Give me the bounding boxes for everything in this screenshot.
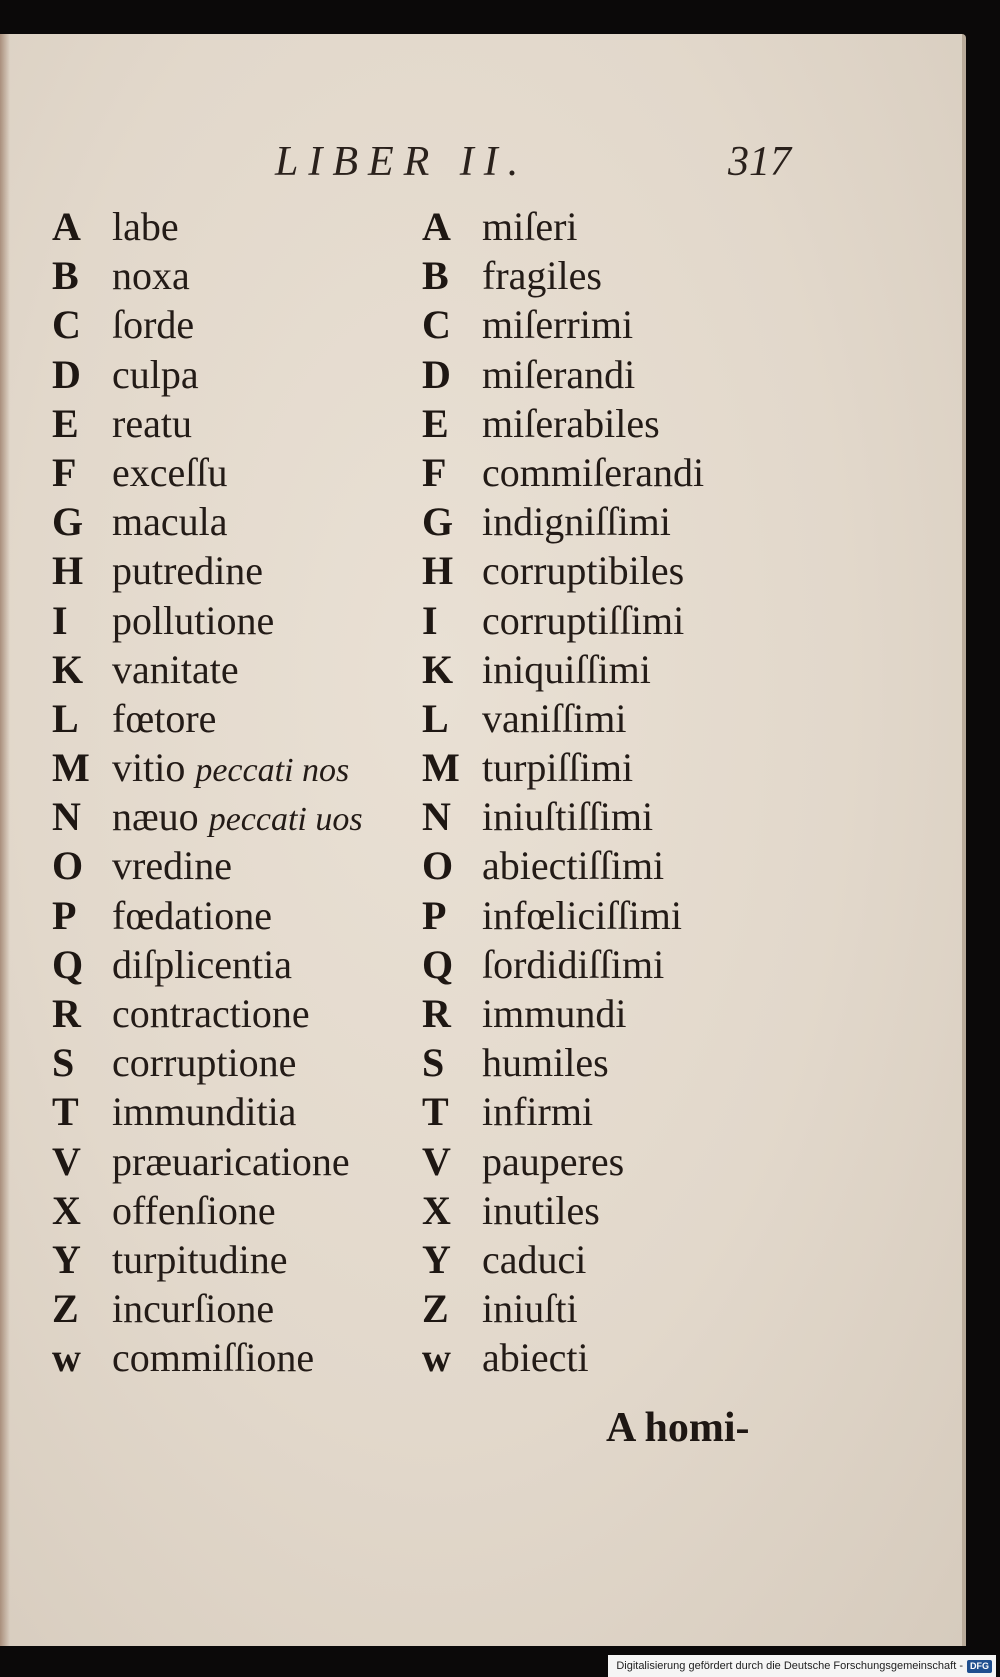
right-entry-letter: H [422, 548, 454, 594]
left-entry-letter: w [52, 1335, 81, 1381]
left-entry-row [52, 940, 412, 989]
right-entry-word: miſerandi [482, 351, 636, 397]
right-entry-word: fragiles [482, 253, 602, 299]
right-entry-letter: S [422, 1040, 445, 1086]
dfg-logo: DFG [967, 1660, 992, 1673]
left-entry-word: næuo [112, 794, 199, 840]
left-entry-row [52, 694, 412, 743]
left-entry-word: commiſſione [112, 1335, 315, 1381]
left-entry-letter: Q [52, 941, 84, 987]
left-entry-word: ſorde [112, 302, 195, 348]
left-entry-row [52, 300, 412, 349]
left-entry-row [52, 743, 412, 792]
right-entry-letter: P [422, 892, 447, 938]
left-entry-letter: D [52, 351, 81, 397]
left-entry-row [52, 645, 412, 694]
right-entry-letter: w [422, 1335, 451, 1381]
right-entry-row [422, 1137, 822, 1186]
right-entry-row [422, 694, 822, 743]
left-entry-row [52, 596, 412, 645]
right-entry-row [422, 1235, 822, 1284]
right-entry-letter: B [422, 253, 449, 299]
right-entry-letter: K [422, 646, 454, 692]
right-entry-word: caduci [482, 1236, 587, 1282]
right-entry-word: turpiſſimi [482, 745, 634, 791]
left-entry-row [52, 546, 412, 595]
right-entry-letter: A [422, 204, 451, 249]
left-entry-row [52, 251, 412, 300]
right-entry-row [422, 645, 822, 694]
left-entry-row [52, 841, 412, 890]
left-entry-italic-phrase: peccati nos [195, 752, 350, 790]
left-entry-letter: H [52, 548, 84, 594]
right-entry-row [422, 1186, 822, 1235]
left-entry-letter: K [52, 646, 84, 692]
right-entry-word: infœliciſſimi [482, 892, 682, 938]
right-entry-row [422, 940, 822, 989]
right-entry-word: vaniſſimi [482, 695, 627, 741]
digitization-footer [608, 1655, 996, 1677]
left-entry-letter: P [52, 892, 77, 938]
right-entry-word: abiectiſſimi [482, 843, 665, 889]
right-entry-word: ſordidiſſimi [482, 941, 665, 987]
left-entry-letter: R [52, 991, 81, 1036]
right-entry-row [422, 546, 822, 595]
right-entry-letter: Y [422, 1236, 451, 1282]
page-header [0, 138, 962, 198]
right-entry-row [422, 743, 822, 792]
left-entry-word: corruptione [112, 1040, 297, 1086]
right-entry-row [422, 300, 822, 349]
left-entry-word: exceſſu [112, 449, 228, 495]
left-entry-letter: N [52, 794, 81, 840]
right-entry-letter: X [422, 1187, 451, 1233]
left-entry-word: culpa [112, 351, 199, 397]
right-entry-word: indigniſſimi [482, 499, 671, 545]
right-entry-word: immundi [482, 991, 627, 1036]
left-entry-word: præuaricatione [112, 1138, 350, 1184]
left-entry-row [52, 1186, 412, 1235]
left-entry-letter: V [52, 1138, 81, 1184]
left-entry-word: incurſione [112, 1286, 275, 1332]
right-entry-letter: V [422, 1138, 451, 1184]
left-entry-row [52, 792, 412, 841]
right-entry-row [422, 350, 822, 399]
footer-text: Digitalisierung gefördert durch die Deutsche Forschungsgemeinschaft - [616, 1660, 963, 1672]
right-entry-row [422, 1087, 822, 1136]
right-entry-word: miſerabiles [482, 400, 660, 446]
left-entry-row [52, 350, 412, 399]
left-entry-letter: T [52, 1089, 79, 1135]
left-entry-word: macula [112, 499, 228, 545]
left-entry-letter: O [52, 843, 84, 889]
right-entry-word: infirmi [482, 1089, 594, 1135]
right-entry-letter: I [422, 597, 438, 643]
left-entry-word: pollutione [112, 597, 275, 643]
left-entry-letter: G [52, 499, 84, 545]
left-entry-letter: B [52, 253, 79, 299]
right-entry-row [422, 399, 822, 448]
right-entry-letter: F [422, 449, 447, 495]
right-entry-row [422, 448, 822, 497]
right-entry-letter: O [422, 843, 454, 889]
left-entry-letter: Z [52, 1286, 79, 1332]
left-entry-row [52, 989, 412, 1038]
right-entry-word: humiles [482, 1040, 609, 1086]
left-entry-letter: I [52, 597, 68, 643]
left-entry-word: immunditia [112, 1089, 297, 1135]
catchword: A homi- [606, 1405, 750, 1451]
left-entry-letter: X [52, 1187, 81, 1233]
right-entry-word: abiecti [482, 1335, 589, 1381]
left-entry-word: turpitudine [112, 1236, 288, 1282]
right-entry-row [422, 596, 822, 645]
right-entry-row [422, 251, 822, 300]
right-entry-row [422, 1284, 822, 1333]
right-column [422, 202, 822, 1383]
left-entry-letter: C [52, 302, 81, 348]
left-entry-word: fœtore [112, 695, 217, 741]
right-entry-letter: R [422, 991, 451, 1036]
right-entry-letter: Q [422, 941, 454, 987]
right-entry-letter: Z [422, 1286, 449, 1332]
left-entry-row [52, 1137, 412, 1186]
left-entry-letter: F [52, 449, 77, 495]
left-entry-row [52, 891, 412, 940]
right-entry-word: iniuſtiſſimi [482, 794, 654, 840]
left-entry-letter: A [52, 204, 81, 249]
left-entry-word: vitio [112, 745, 186, 791]
right-entry-word: miſerrimi [482, 302, 634, 348]
left-entry-row [52, 1235, 412, 1284]
left-entry-letter: Y [52, 1236, 81, 1282]
left-entry-word: diſplicentia [112, 941, 292, 987]
left-entry-row [52, 1333, 412, 1382]
left-entry-letter: L [52, 695, 79, 741]
left-entry-letter: E [52, 400, 79, 446]
right-entry-row [422, 202, 822, 251]
right-entry-row [422, 1038, 822, 1087]
right-entry-row [422, 792, 822, 841]
right-entry-letter: M [422, 745, 460, 791]
left-entry-row [52, 202, 412, 251]
right-entry-word: miſeri [482, 204, 578, 249]
right-entry-row [422, 497, 822, 546]
right-entry-letter: C [422, 302, 451, 348]
left-entry-word: offenſione [112, 1187, 276, 1233]
right-entry-letter: N [422, 794, 451, 840]
right-entry-letter: E [422, 400, 449, 446]
book-page [0, 34, 966, 1646]
page-number: 317 [728, 139, 791, 185]
left-entry-row [52, 448, 412, 497]
right-entry-row [422, 989, 822, 1038]
left-entry-letter: M [52, 745, 90, 791]
right-entry-word: pauperes [482, 1138, 625, 1184]
right-entry-letter: D [422, 351, 451, 397]
left-entry-row [52, 1087, 412, 1136]
right-entry-row [422, 841, 822, 890]
left-entry-word: contractione [112, 991, 310, 1036]
left-column [52, 202, 412, 1383]
right-entry-word: iniquiſſimi [482, 646, 651, 692]
left-entry-word: noxa [112, 253, 190, 299]
left-entry-word: fœdatione [112, 892, 272, 938]
left-entry-row [52, 497, 412, 546]
right-entry-word: commiſerandi [482, 449, 705, 495]
right-entry-word: iniuſti [482, 1286, 578, 1332]
right-entry-row [422, 1333, 822, 1382]
left-entry-italic-phrase: peccati uos [208, 801, 363, 839]
running-title: LIBER II. [275, 139, 529, 185]
left-entry-row [52, 399, 412, 448]
left-entry-word: vanitate [112, 646, 239, 692]
right-entry-word: inutiles [482, 1187, 600, 1233]
left-entry-word: putredine [112, 548, 264, 594]
right-entry-letter: G [422, 499, 454, 545]
right-entry-word: corruptibiles [482, 548, 685, 594]
right-entry-word: corruptiſſimi [482, 597, 685, 643]
left-entry-row [52, 1038, 412, 1087]
left-entry-row [52, 1284, 412, 1333]
right-entry-row [422, 891, 822, 940]
left-entry-word: reatu [112, 400, 192, 446]
left-entry-word: vredine [112, 843, 232, 889]
right-entry-letter: T [422, 1089, 449, 1135]
right-entry-letter: L [422, 695, 449, 741]
left-entry-word: labe [112, 204, 179, 249]
left-entry-letter: S [52, 1040, 75, 1086]
